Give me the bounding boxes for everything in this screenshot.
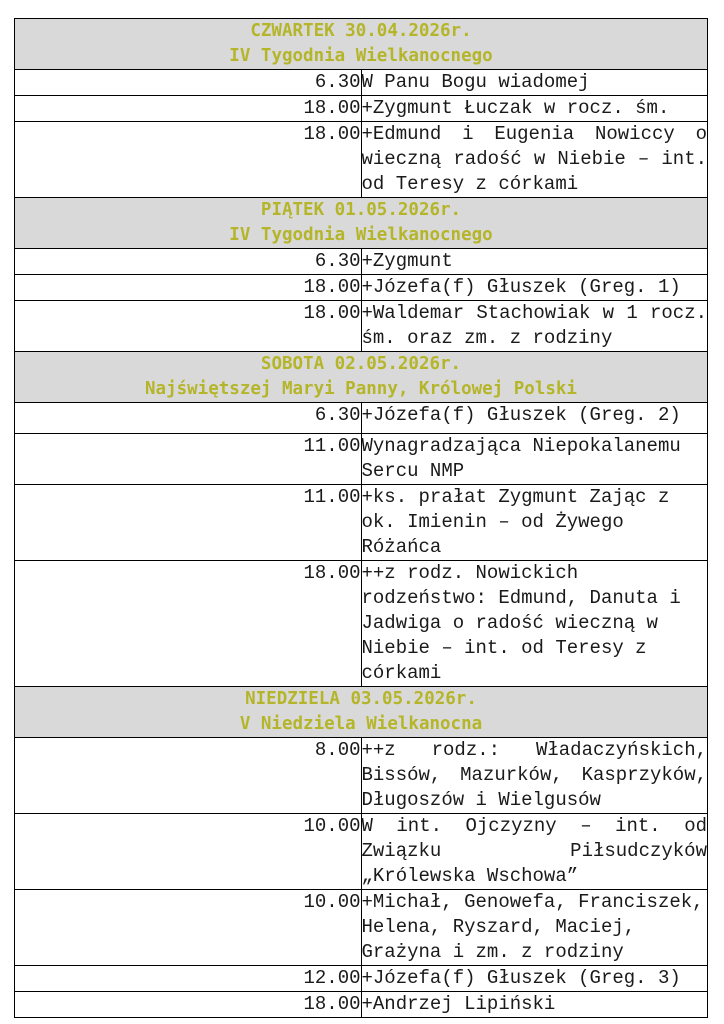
day-header — [15, 19, 708, 70]
mass-row — [15, 249, 708, 275]
day-header-row — [15, 352, 708, 403]
mass-intention: +Józefa(f) Głuszek (Greg. 1) — [361, 275, 708, 301]
mass-intention: +Józefa(f) Głuszek (Greg. 3) — [361, 966, 708, 992]
mass-time: 10.00 — [15, 890, 362, 966]
mass-time: 10.00 — [15, 814, 362, 890]
mass-time: 18.00 — [15, 122, 362, 198]
day-title: CZWARTEK 30.04.2026r. — [250, 21, 472, 41]
day-title: NIEDZIELA 03.05.2026r. — [245, 689, 477, 709]
mass-intention: +Zygmunt Łuczak w rocz. śm. — [361, 96, 708, 122]
mass-row — [15, 96, 708, 122]
mass-time: 6.30 — [15, 403, 362, 434]
mass-intention: +Michał, Genowefa, Franciszek, Helena, Ryszard, Maciej, Grażyna i zm. z rodziny — [361, 890, 708, 966]
mass-time: 6.30 — [15, 70, 362, 96]
day-subtitle: IV Tygodnia Wielkanocnego — [229, 225, 493, 245]
mass-intention: ++z rodz.: Władaczyńskich, Bissów, Mazurków, Kasprzyków, Długoszów i Wielgusów — [361, 738, 708, 814]
mass-time: 8.00 — [15, 738, 362, 814]
mass-intention: +Zygmunt — [361, 249, 708, 275]
mass-intention: W int. Ojczyzny – int. od Związku Piłsudczyków „Królewska Wschowa” — [361, 814, 708, 890]
mass-row — [15, 738, 708, 814]
day-header-row — [15, 19, 708, 70]
mass-intention: +Waldemar Stachowiak w 1 rocz. śm. oraz zm. z rodziny — [361, 301, 708, 352]
day-header-row — [15, 198, 708, 249]
mass-time: 12.00 — [15, 966, 362, 992]
mass-row — [15, 966, 708, 992]
mass-time: 11.00 — [15, 434, 362, 485]
day-subtitle: Najświętszej Maryi Panny, Królowej Polski — [145, 379, 577, 399]
mass-row — [15, 403, 708, 434]
mass-intention: +Józefa(f) Głuszek (Greg. 2) — [361, 403, 708, 434]
mass-row — [15, 122, 708, 198]
mass-row — [15, 992, 708, 1018]
mass-row — [15, 434, 708, 485]
day-subtitle: V Niedziela Wielkanocna — [239, 714, 483, 734]
mass-time: 6.30 — [15, 249, 362, 275]
mass-time: 11.00 — [15, 485, 362, 561]
day-header — [15, 198, 708, 249]
mass-row — [15, 561, 708, 687]
mass-row — [15, 275, 708, 301]
mass-row — [15, 485, 708, 561]
mass-intention: +Edmund i Eugenia Nowiccy o wieczną radość w Niebie – int. od Teresy z córkami — [361, 122, 708, 198]
mass-time: 18.00 — [15, 275, 362, 301]
mass-row — [15, 301, 708, 352]
day-subtitle: IV Tygodnia Wielkanocnego — [229, 46, 493, 66]
mass-intention: ++z rodz. Nowickich rodzeństwo: Edmund, Danuta i Jadwiga o radość wieczną w Niebie – int. od Teresy z córkami — [361, 561, 708, 687]
mass-intention: Wynagradzająca Niepokalanemu Sercu NMP — [361, 434, 708, 485]
mass-time: 18.00 — [15, 561, 362, 687]
mass-row — [15, 70, 708, 96]
mass-row — [15, 814, 708, 890]
day-title: PIĄTEK 01.05.2026r. — [260, 200, 462, 220]
mass-time: 18.00 — [15, 301, 362, 352]
mass-intention: +ks. prałat Zygmunt Zając z ok. Imienin – od Żywego Różańca — [361, 485, 708, 561]
day-header — [15, 352, 708, 403]
mass-schedule-table — [14, 18, 708, 1018]
mass-row — [15, 890, 708, 966]
mass-time: 18.00 — [15, 96, 362, 122]
day-header-row — [15, 687, 708, 738]
mass-intention: +Andrzej Lipiński — [361, 992, 708, 1018]
mass-intention: W Panu Bogu wiadomej — [361, 70, 708, 96]
day-title: SOBOTA 02.05.2026r. — [260, 354, 462, 374]
mass-time: 18.00 — [15, 992, 362, 1018]
day-header — [15, 687, 708, 738]
